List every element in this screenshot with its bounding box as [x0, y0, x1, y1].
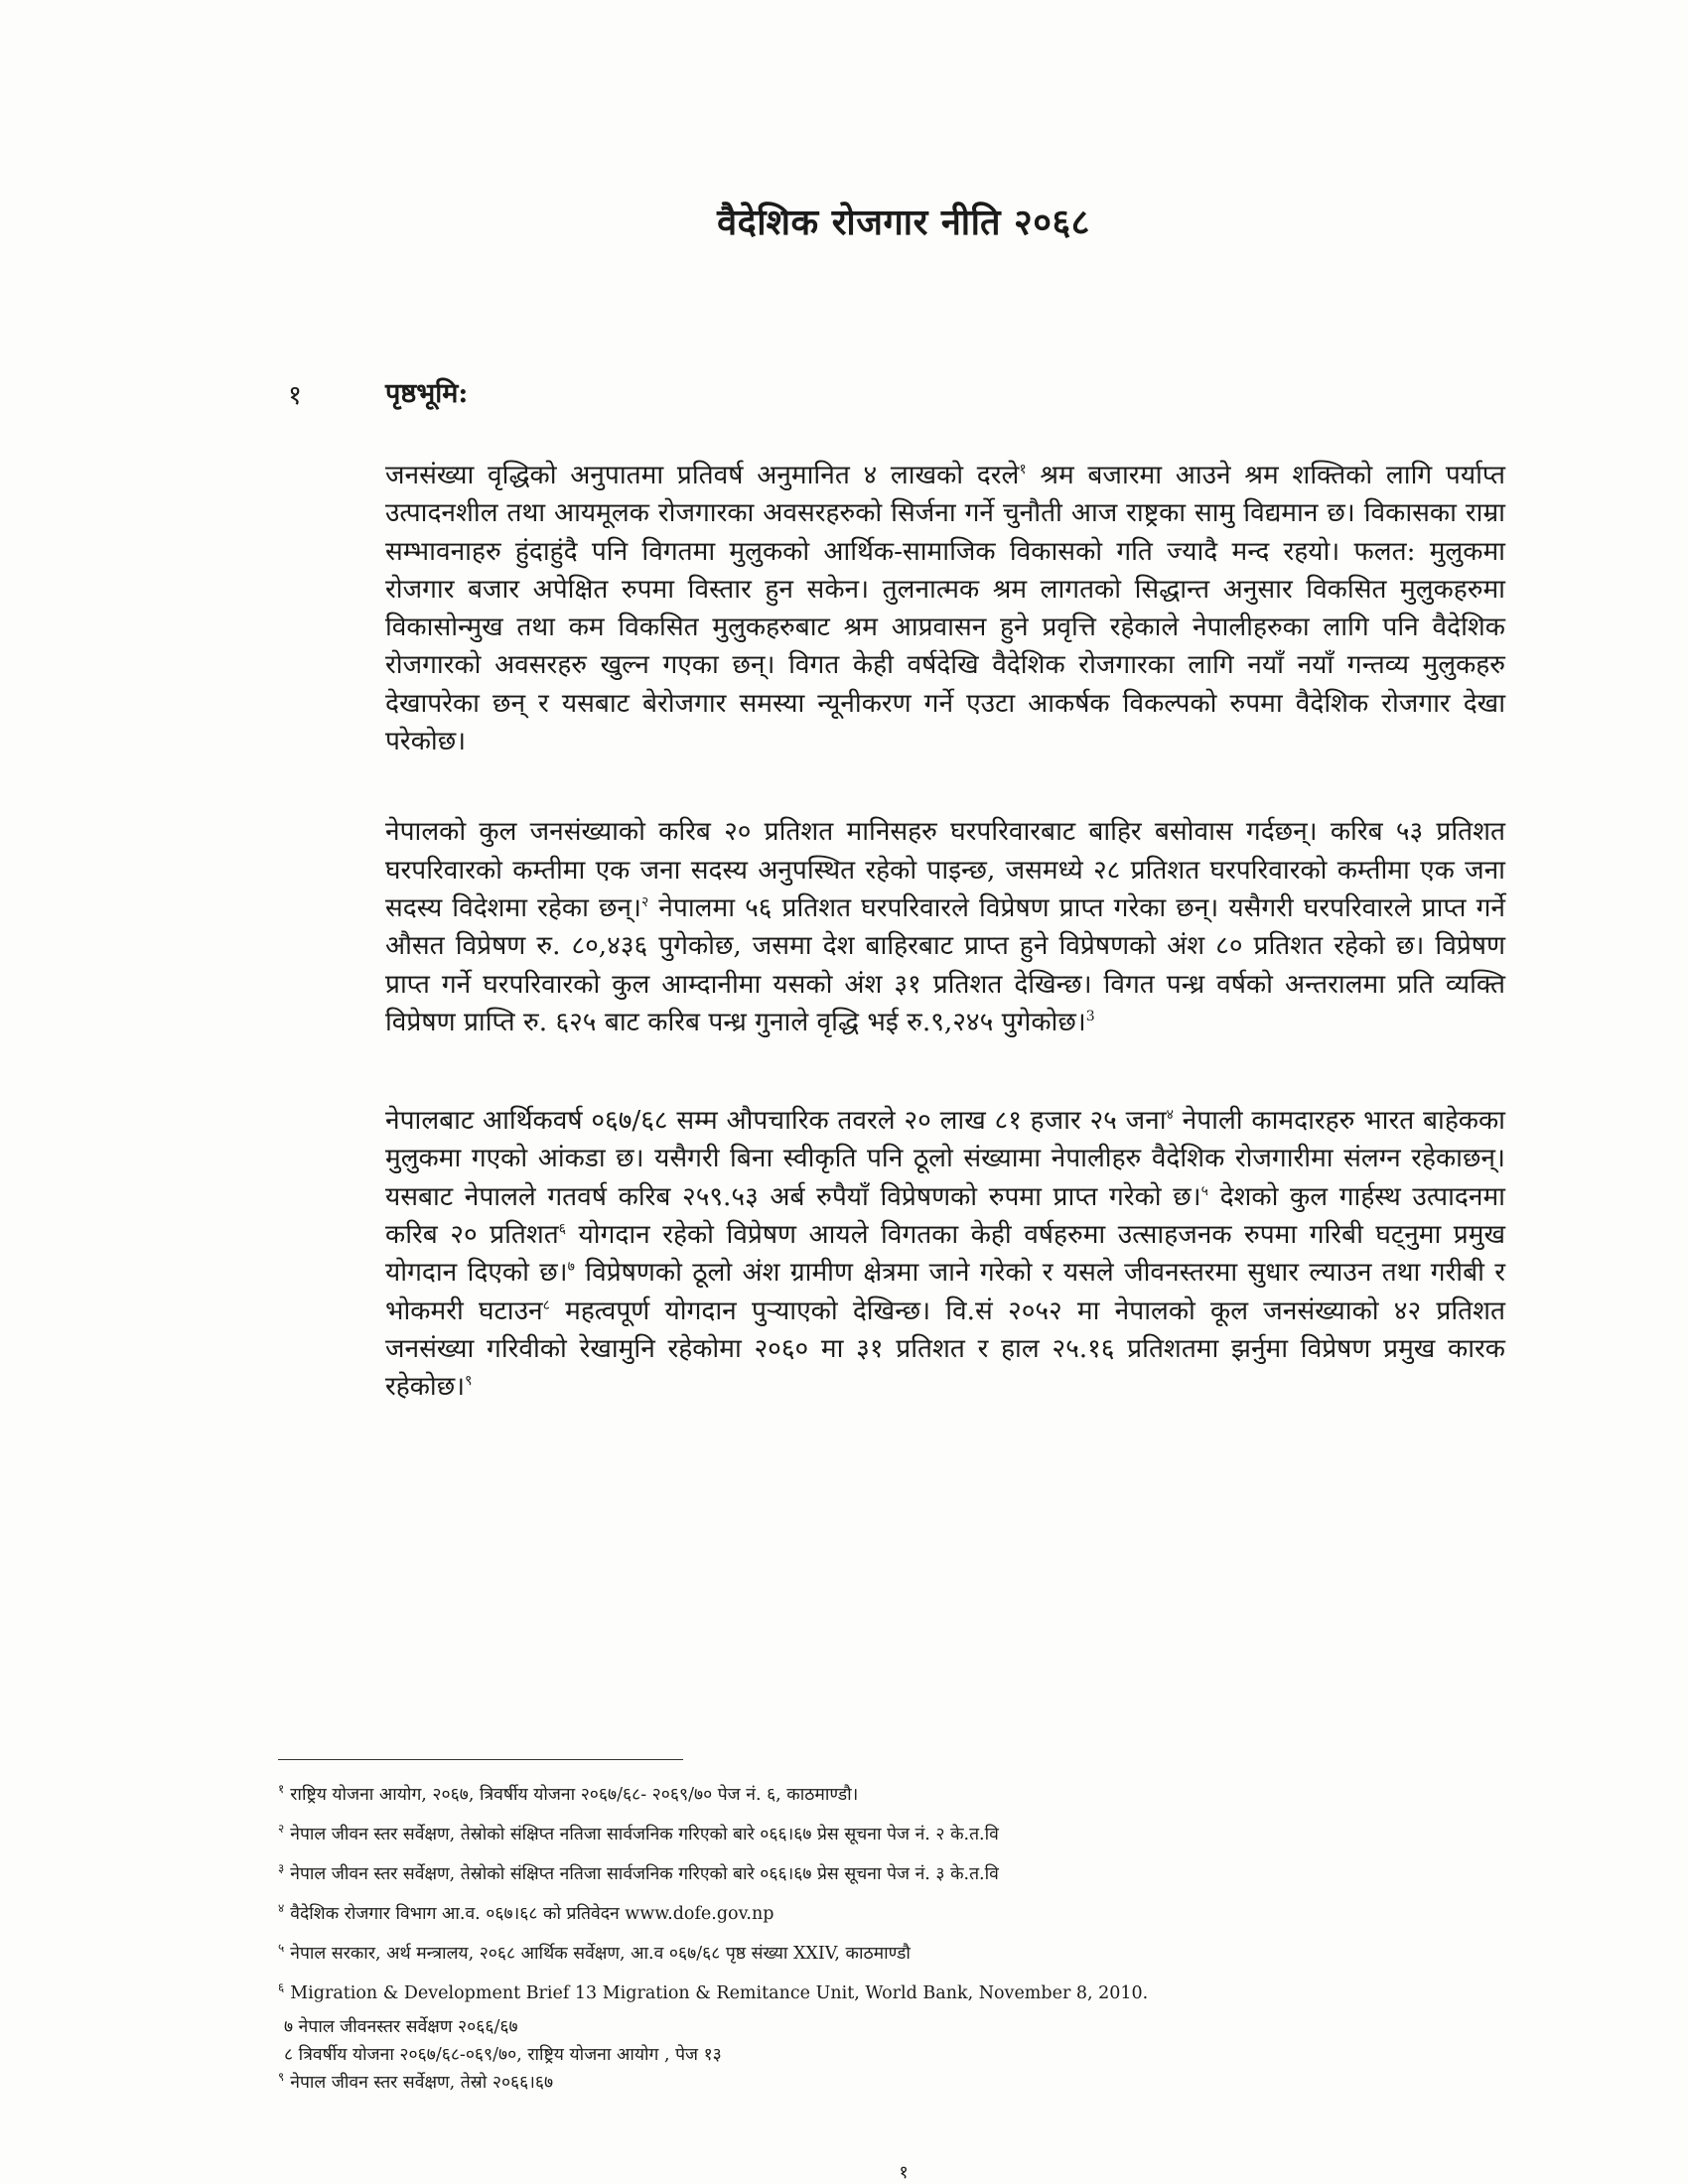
paragraph-text: नेपालबाट आर्थिकवर्ष ०६७/६८ सम्म औपचारिक तवरले २० लाख ८१ हजार २५ जना	[385, 1106, 1167, 1137]
footnote-reference: ८	[542, 1297, 550, 1313]
footnote-text: नेपाल जीवन स्तर सर्वेक्षण, तेस्रोको संक्षिप्त नतिजा सार्वजनिक गरिएको बारे ०६६।६७ प्रेस सूचना पेज नं. २ के.त.वि	[290, 1825, 999, 1844]
footnote	[278, 1848, 1470, 1888]
section-number: १	[288, 380, 303, 411]
footnotes	[278, 1769, 1470, 2091]
paragraph	[385, 813, 1505, 1041]
paragraph-text: नेपालमा ५६ प्रतिशत घरपरिवारले विप्रेषण प्राप्त गरेका छन्। यसैगरी घरपरिवारले प्राप्त गर्ने औसत विप्रेषण रु. ८०,४३६ पुगेकोछ, जसमा देश बाहिरबाट प्राप्त हुने विप्रेषणको अंश ८० प्रतिशत रहेको छ। विप्रेषण प्राप्त गर्ने घरपरिवारको कुल आम्दानीमा यसको अंश ३१ प्रतिशत देखिन्छ। विगत पन्ध्र वर्षको अन्तरालमा प्रति व्यक्ति विप्रेषण प्राप्ति रु. ६२५ बाट करिब पन्ध्र गुनाले वृद्धि भई रु.९,२४५ पुगेकोछ।	[385, 892, 1505, 1037]
footnote	[278, 2035, 1470, 2063]
footnote-reference: ५	[1200, 1182, 1208, 1199]
footnote	[278, 2063, 1470, 2091]
footnote-reference: 3	[1085, 1008, 1095, 1024]
footnote-text: Migration & Development Brief 13 Migration & Remitance Unit, World Bank, November 8, 2010.	[290, 1983, 1149, 2003]
footnote-text: वैदेशिक रोजगार विभाग आ.व. ०६७।६८ को प्रतिवेदन www.dofe.gov.np	[290, 1904, 774, 1924]
paragraph-text: योगदान रहेको विप्रेषण आयले विगतका केही वर्षहरुमा उत्साहजनक रुपमा गरिबी घट्नुमा प्रमुख योगदान दिएको छ।	[385, 1220, 1505, 1289]
footnote-reference: ४	[1166, 1107, 1174, 1124]
footnote	[278, 2007, 1470, 2035]
page-number: १	[899, 2162, 909, 2183]
paragraph-text: देशको कुल गार्हस्थ उत्पादनमा करिब २० प्रतिशत	[385, 1181, 1505, 1251]
document-body	[385, 457, 1505, 1459]
footnote-reference: ९	[465, 1373, 473, 1390]
paragraph-text: श्रम बजारमा आउने श्रम शक्तिको लागि पर्याप्त उत्पादनशील तथा आयमूलक रोजगारका अवसरहरुको सिर्जना गर्ने चुनौती आज राष्ट्रका सामु विद्यमान छ। विकासका राम्रा सम्भावनाहरु हुंदाहुंदै पनि विगतमा मुलुकको आर्थिक-सामाजिक विकासको गति ज्यादै मन्द रहयो। फलत: मुलुकमा रोजगार बजार अपेक्षित रुपमा विस्तार हुन सकेन। तुलनात्मक श्रम लागतको सिद्धान्त अनुसार विकसित मुलुकहरुमा विकासोन्मुख तथा कम विकसित मुलुकहरुबाट श्रम आप्रवासन हुने प्रवृत्ति रहेकाले नेपालीहरुका लागि पनि वैदेशिक रोजगारको अवसरहरु खुल्न गएका छन्। विगत केही वर्षदेखि वैदेशिक रोजगारका लागि नयाँ नयाँ गन्तव्य मुलुकहरु देखापरेका छन् र यसबाट बेरोजगार समस्या न्यूनीकरण गर्ने एउटा आकर्षक विकल्पको रुपमा वैदेशिक रोजगार देखा परेकोछ।	[385, 461, 1505, 757]
footnote-number: ६	[278, 1980, 285, 1994]
footnote-reference: ६	[558, 1221, 567, 1238]
footnote	[278, 1888, 1470, 1928]
footnote	[278, 1769, 1470, 1809]
paragraph-text: जनसंख्या वृद्धिको अनुपातमा प्रतिवर्ष अनुमानित ४ लाखको दरले	[385, 461, 1020, 490]
footnote	[278, 1928, 1470, 1968]
footnote-text: नेपाल जीवन स्तर सर्वेक्षण, तेस्रोको संक्षिप्त नतिजा सार्वजनिक गरिएको बारे ०६६।६७ प्रेस सूचना पेज नं. ३ के.त.वि	[290, 1864, 999, 1884]
paragraph-text: महत्वपूर्ण योगदान पुऱ्याएको देखिन्छ। वि.सं २०५२ मा नेपालको कूल जनसंख्याको ४२ प्रतिशत जनसंख्या गरिवीको रेखामुनि रहेकोमा २०६० मा ३१ प्रतिशत र हाल २५.१६ प्रतिशतमा झर्नुमा विप्रेषण प्रमुख कारक रहेकोछ।	[385, 1296, 1505, 1403]
footnote-number: ९	[278, 2070, 285, 2084]
footnote	[278, 1809, 1470, 1848]
footnote-number: ५	[278, 1941, 285, 1955]
footnote-number: १	[278, 1782, 285, 1796]
footnote-reference: ७	[567, 1259, 575, 1276]
paragraph-text: विप्रेषणको ठूलो अंश ग्रामीण क्षेत्रमा जाने गरेको र यसले जीवनस्तरमा सुधार ल्याउन तथा गरीबी र भोकमरी घटाउन	[385, 1258, 1505, 1326]
document-title: वैदेशिक रोजगार नीति २०६८	[717, 202, 1090, 243]
footnote	[278, 1968, 1470, 2007]
section-heading: पृष्ठभूमि:	[385, 378, 469, 409]
footnote-text: राष्ट्रिय योजना आयोग, २०६७, त्रिवर्षीय योजना २०६७/६८- २०६९/७० पेज नं. ६, काठमाण्डौ।	[290, 1785, 859, 1805]
paragraph-text: नेपाली कामदारहरु भारत बाहेकका मुलुकमा गएको आंकडा छ। यसैगरी बिना स्वीकृति पनि ठूलो संख्यामा नेपालीहरु वैदेशिक रोजगारीमा संलग्न रहेकाछन्। यसबाट नेपालले गतवर्ष करिब २५९.५३ अर्ब रुपैयाँ विप्रेषणको रुपमा प्राप्त गरेको छ।	[385, 1106, 1505, 1212]
footnote-number: २	[278, 1822, 285, 1836]
footnote-text: ८ त्रिवर्षीय योजना २०६७/६८-०६९/७०, राष्ट्रिय योजना आयोग , पेज १३	[284, 2045, 722, 2065]
footnote-number: ४	[278, 1901, 285, 1915]
paragraph	[385, 457, 1505, 760]
footnote-divider	[278, 1759, 683, 1760]
footnote-reference: १	[1019, 462, 1027, 478]
footnote-text: ७ नेपाल जीवनस्तर सर्वेक्षण २०६६/६७	[284, 2017, 518, 2037]
footnote-number: ३	[278, 1861, 285, 1875]
footnote-text: नेपाल सरकार, अर्थ मन्त्रालय, २०६८ आर्थिक सर्वेक्षण, आ.व ०६७/६८ पृष्ठ संख्या XXIV, काठमाण्डौ	[290, 1944, 911, 1964]
paragraph-text: नेपालको कुल जनसंख्याको करिब २० प्रतिशत मानिसहरु घरपरिवारबाट बाहिर बसोवास गर्दछन्। करिब ५३ प्रतिशत घरपरिवारको कम्तीमा एक जना सदस्य अनुपस्थित रहेको पाइन्छ, जसमध्ये २८ प्रतिशत घरपरिवारको कम्तीमा एक जना सदस्य विदेशमा रहेका छन्।	[385, 817, 1505, 923]
paragraph	[385, 1102, 1505, 1406]
footnote-text: नेपाल जीवन स्तर सर्वेक्षण, तेस्रो २०६६।६७	[290, 2073, 554, 2093]
footnote-reference: २	[640, 893, 649, 910]
